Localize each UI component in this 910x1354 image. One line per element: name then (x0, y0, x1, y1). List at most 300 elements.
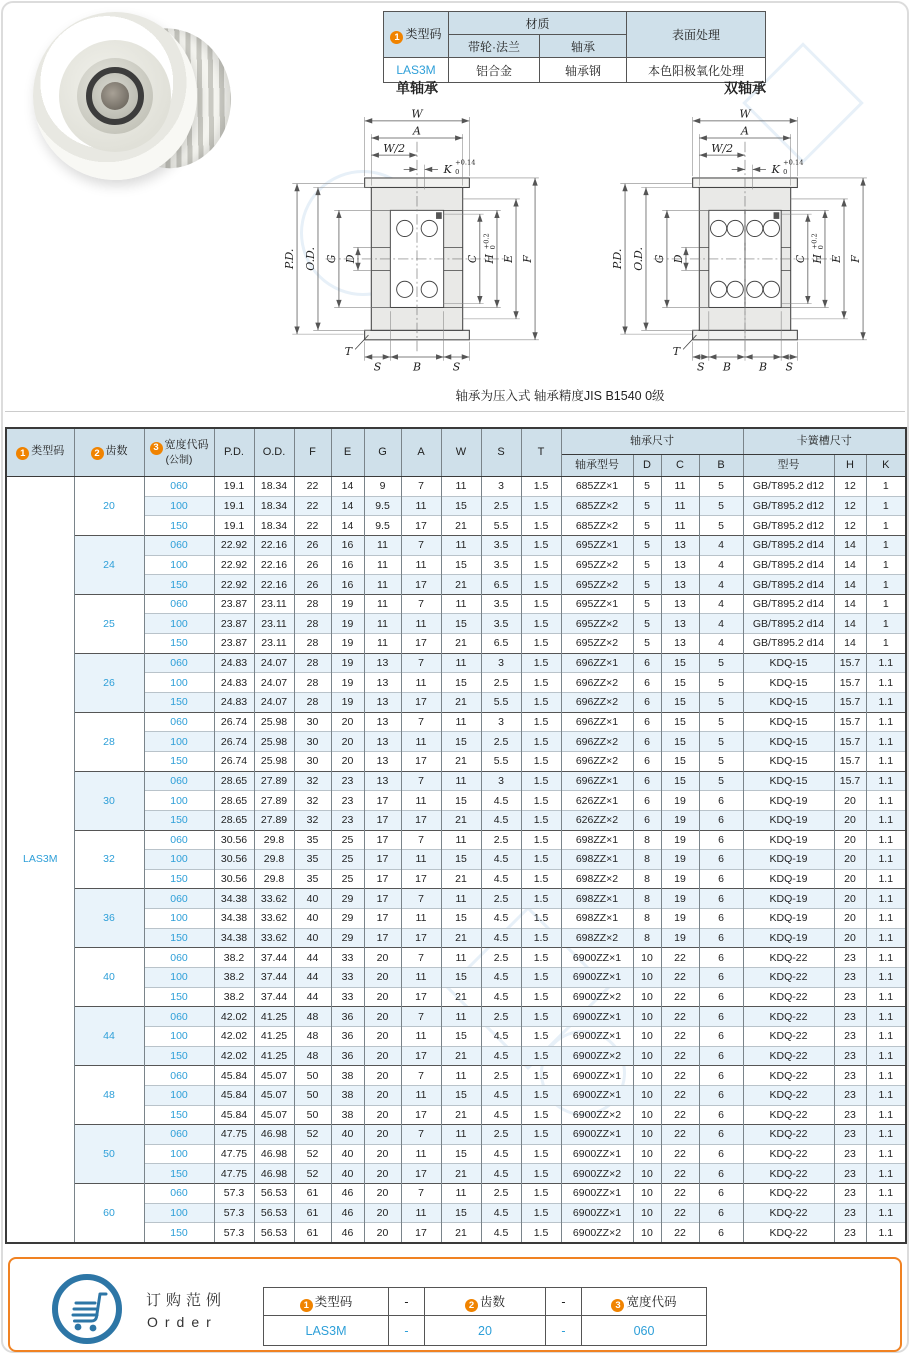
spec-cell: 25.98 (254, 732, 294, 752)
width-code-cell[interactable]: 060 (144, 830, 214, 850)
width-code-cell[interactable]: 100 (144, 1144, 214, 1164)
spec-cell: 44 (294, 987, 331, 1007)
spec-cell: KDQ-22 (743, 1203, 834, 1223)
spec-cell: 15 (441, 673, 481, 693)
spec-cell: 22 (661, 948, 699, 968)
order-dash: - (389, 1288, 425, 1316)
spec-cell: 5 (699, 712, 743, 732)
spec-cell: 2.5 (481, 1007, 521, 1027)
spec-cell: 20 (834, 830, 866, 850)
spec-cell: 4.5 (481, 968, 521, 988)
spec-cell: 6 (633, 712, 661, 732)
spec-cell: 5 (633, 555, 661, 575)
spec-cell: 22 (661, 987, 699, 1007)
spec-cell: 22 (661, 1125, 699, 1145)
col-w: W (441, 428, 481, 477)
spec-cell: 33.62 (254, 889, 294, 909)
svg-text:D: D (672, 254, 686, 264)
spec-cell: 21 (441, 575, 481, 595)
spec-cell: 1 (866, 594, 906, 614)
spec-cell: 13 (661, 614, 699, 634)
width-code-cell[interactable]: 150 (144, 987, 214, 1007)
spec-cell: 3 (481, 771, 521, 791)
spec-cell: 14 (331, 516, 364, 536)
spec-cell: 19 (331, 653, 364, 673)
order-dash: - (546, 1288, 582, 1316)
width-code-cell[interactable]: 060 (144, 1125, 214, 1145)
spec-cell: 41.25 (254, 1026, 294, 1046)
spec-cell: 22 (661, 1007, 699, 1027)
spec-cell: 47.75 (214, 1164, 254, 1184)
spec-cell: 1.1 (866, 948, 906, 968)
svg-text:D: D (344, 254, 358, 264)
spec-cell: 19 (331, 614, 364, 634)
spec-cell: 14 (331, 496, 364, 516)
spec-cell: 6900ZZ×2 (561, 1164, 633, 1184)
spec-cell: 23.11 (254, 614, 294, 634)
spec-cell: KDQ-22 (743, 1125, 834, 1145)
spec-cell: 11 (401, 1085, 441, 1105)
spec-cell: 46 (331, 1184, 364, 1204)
spec-cell: 2.5 (481, 1184, 521, 1204)
width-code-cell[interactable]: 100 (144, 968, 214, 988)
spec-cell: 1.1 (866, 712, 906, 732)
spec-cell: 19 (331, 594, 364, 614)
spec-cell: 10 (633, 1125, 661, 1145)
spec-cell: 1.5 (521, 909, 561, 929)
teeth-cell[interactable]: 40 (74, 948, 144, 1007)
width-code-cell[interactable]: 060 (144, 1066, 214, 1086)
width-code-cell[interactable]: 150 (144, 575, 214, 595)
double-bearing-diagram (578, 98, 910, 376)
width-code-cell[interactable]: 150 (144, 1164, 214, 1184)
spec-cell: 696ZZ×1 (561, 771, 633, 791)
spec-cell: 1.1 (866, 693, 906, 713)
spec-cell: 20 (364, 1164, 401, 1184)
col-bearing-b: B (699, 455, 743, 477)
ring-groove-group: 卡簧槽尺寸 (743, 428, 906, 455)
spec-cell: 11 (661, 496, 699, 516)
spec-cell: 10 (633, 1105, 661, 1125)
teeth-cell[interactable]: 28 (74, 712, 144, 771)
spec-cell: 15 (441, 850, 481, 870)
width-code-cell[interactable]: 100 (144, 732, 214, 752)
spec-cell: 698ZZ×1 (561, 830, 633, 850)
spec-cell: 6900ZZ×1 (561, 948, 633, 968)
spec-cell: 22 (661, 1026, 699, 1046)
spec-cell: 6 (633, 791, 661, 811)
badge-3: 3 (611, 1299, 624, 1312)
width-code-cell[interactable]: 100 (144, 555, 214, 575)
spec-cell: 20 (331, 732, 364, 752)
teeth-cell[interactable]: 32 (74, 830, 144, 889)
teeth-cell[interactable]: 20 (74, 477, 144, 536)
spec-cell: 626ZZ×2 (561, 810, 633, 830)
spec-cell: 35 (294, 850, 331, 870)
spec-cell: 1.5 (521, 535, 561, 555)
spec-cell: 698ZZ×1 (561, 909, 633, 929)
spec-cell: 37.44 (254, 987, 294, 1007)
width-code-cell[interactable]: 150 (144, 516, 214, 536)
spec-cell: 1.1 (866, 850, 906, 870)
spec-cell: 37.44 (254, 948, 294, 968)
svg-text:E: E (830, 254, 844, 263)
spec-cell: 20 (834, 850, 866, 870)
spec-cell: 8 (633, 889, 661, 909)
spec-cell: 4 (699, 614, 743, 634)
spec-cell: 47.75 (214, 1125, 254, 1145)
spec-cell: 696ZZ×1 (561, 712, 633, 732)
spec-cell: 1.1 (866, 771, 906, 791)
spec-cell: 626ZZ×1 (561, 791, 633, 811)
spec-cell: KDQ-22 (743, 948, 834, 968)
width-code-cell[interactable]: 150 (144, 1223, 214, 1243)
spec-cell: 6 (699, 1184, 743, 1204)
spec-cell: 15 (661, 653, 699, 673)
teeth-cell[interactable]: 25 (74, 594, 144, 653)
type-code-value: LAS3M (384, 58, 449, 83)
spec-cell: 18.34 (254, 516, 294, 536)
teeth-cell[interactable]: 60 (74, 1184, 144, 1243)
width-code-cell[interactable]: 060 (144, 594, 214, 614)
spec-cell: 5.5 (481, 751, 521, 771)
width-code-cell[interactable]: 100 (144, 673, 214, 693)
width-code-cell[interactable]: 100 (144, 614, 214, 634)
spec-cell: 17 (401, 1223, 441, 1243)
order-teeth-value: 20 (425, 1316, 546, 1346)
width-code-cell[interactable]: 100 (144, 909, 214, 929)
spec-cell: 5 (633, 614, 661, 634)
spec-cell: KDQ-22 (743, 1046, 834, 1066)
spec-cell: 15 (661, 693, 699, 713)
width-code-cell[interactable]: 060 (144, 948, 214, 968)
spec-cell: 3.5 (481, 535, 521, 555)
teeth-cell[interactable]: 36 (74, 889, 144, 948)
spec-cell: 4.5 (481, 810, 521, 830)
spec-cell: 1.5 (521, 928, 561, 948)
spec-cell: 17 (401, 634, 441, 654)
teeth-cell[interactable]: 24 (74, 535, 144, 594)
spec-cell: 22.92 (214, 555, 254, 575)
col-bearing-c: C (661, 455, 699, 477)
spec-cell: 28 (294, 594, 331, 614)
spec-cell: 17 (364, 889, 401, 909)
spec-cell: 44 (294, 948, 331, 968)
spec-cell: 1.5 (521, 830, 561, 850)
svg-text:C: C (794, 254, 808, 264)
spec-cell: 21 (441, 751, 481, 771)
spec-cell: 6900ZZ×1 (561, 1144, 633, 1164)
spec-cell: 2.5 (481, 496, 521, 516)
spec-cell: 23 (834, 1026, 866, 1046)
width-code-cell[interactable]: 100 (144, 1026, 214, 1046)
spec-cell: 1.5 (521, 987, 561, 1007)
width-code-cell[interactable]: 060 (144, 535, 214, 555)
width-code-cell[interactable]: 150 (144, 693, 214, 713)
spec-cell: KDQ-15 (743, 653, 834, 673)
material-pulley-header: 带轮·法兰 (449, 35, 540, 58)
badge-1: 1 (390, 31, 403, 44)
spec-cell: 1.5 (521, 594, 561, 614)
spec-cell: 28.65 (214, 771, 254, 791)
spec-cell: 22.16 (254, 575, 294, 595)
spec-cell: 698ZZ×1 (561, 889, 633, 909)
teeth-cell[interactable]: 48 (74, 1066, 144, 1125)
spec-cell: 13 (364, 732, 401, 752)
order-example-label-cn: 订购范例 (146, 1292, 227, 1309)
spec-cell: 61 (294, 1223, 331, 1243)
spec-cell: 10 (633, 1046, 661, 1066)
spec-cell: 20 (364, 1144, 401, 1164)
spec-cell: 4.5 (481, 1223, 521, 1243)
spec-cell: 10 (633, 1164, 661, 1184)
spec-cell: 11 (364, 594, 401, 614)
spec-cell: 26 (294, 555, 331, 575)
spec-cell: 14 (834, 614, 866, 634)
spec-cell: 11 (441, 889, 481, 909)
spec-cell: 17 (401, 1105, 441, 1125)
svg-text:S: S (452, 360, 461, 374)
spec-cell: 23 (834, 968, 866, 988)
spec-cell: 6 (633, 653, 661, 673)
spec-cell: 5 (633, 496, 661, 516)
width-code-cell[interactable]: 150 (144, 751, 214, 771)
spec-cell: 7 (401, 1125, 441, 1145)
spec-cell: 4.5 (481, 987, 521, 1007)
col-bearing-d: D (633, 455, 661, 477)
spec-cell: 20 (364, 1105, 401, 1125)
col-a: A (401, 428, 441, 477)
spec-cell: KDQ-22 (743, 1223, 834, 1243)
spec-cell: 15.7 (834, 673, 866, 693)
spec-cell: GB/T895.2 d12 (743, 496, 834, 516)
width-code-cell[interactable]: 150 (144, 810, 214, 830)
spec-cell: 17 (364, 810, 401, 830)
spec-cell: 11 (441, 771, 481, 791)
spec-cell: 1 (866, 634, 906, 654)
width-code-cell[interactable]: 150 (144, 928, 214, 948)
spec-cell: 4.5 (481, 1203, 521, 1223)
spec-cell: 38.2 (214, 987, 254, 1007)
spec-cell: 17 (401, 751, 441, 771)
svg-text:B: B (722, 360, 731, 374)
spec-cell: 1.1 (866, 810, 906, 830)
svg-text:E: E (502, 254, 516, 263)
spec-cell: 7 (401, 948, 441, 968)
spec-cell: 21 (441, 1046, 481, 1066)
spec-cell: 5 (633, 535, 661, 555)
spec-cell: 22 (661, 1223, 699, 1243)
spec-cell: 40 (331, 1144, 364, 1164)
spec-cell: 21 (441, 1105, 481, 1125)
spec-cell: 13 (661, 594, 699, 614)
spec-cell: 2.5 (481, 732, 521, 752)
spec-cell: 30.56 (214, 850, 254, 870)
spec-cell: 11 (401, 1144, 441, 1164)
width-code-cell[interactable]: 150 (144, 1046, 214, 1066)
spec-cell: 19 (661, 850, 699, 870)
spec-cell: 4 (699, 575, 743, 595)
svg-text:W: W (739, 107, 751, 121)
teeth-cell[interactable]: 44 (74, 1007, 144, 1066)
spec-cell: 28 (294, 634, 331, 654)
spec-cell: 23.11 (254, 594, 294, 614)
spec-cell: 6 (633, 771, 661, 791)
spec-cell: 6900ZZ×1 (561, 1026, 633, 1046)
spec-cell: 6.5 (481, 575, 521, 595)
teeth-cell[interactable]: 50 (74, 1125, 144, 1184)
spec-cell: 6 (699, 968, 743, 988)
teeth-cell[interactable]: 26 (74, 653, 144, 712)
spec-cell: 21 (441, 810, 481, 830)
spec-cell: 1.1 (866, 653, 906, 673)
width-code-cell[interactable]: 100 (144, 1085, 214, 1105)
spec-cell: 5 (699, 732, 743, 752)
teeth-cell[interactable]: 30 (74, 771, 144, 830)
spec-cell: 15 (441, 614, 481, 634)
spec-cell: 24.83 (214, 653, 254, 673)
spec-cell: 19 (661, 810, 699, 830)
width-code-cell[interactable]: 150 (144, 634, 214, 654)
spec-cell: 27.89 (254, 810, 294, 830)
spec-cell: 1.5 (521, 653, 561, 673)
spec-cell: 22.16 (254, 555, 294, 575)
spec-cell: 19 (331, 673, 364, 693)
spec-cell: 1.5 (521, 948, 561, 968)
spec-cell: 32 (294, 791, 331, 811)
spec-cell: 7 (401, 771, 441, 791)
spec-cell: 15 (661, 751, 699, 771)
spec-cell: 28 (294, 693, 331, 713)
spec-cell: 38.2 (214, 948, 254, 968)
spec-row (6, 771, 906, 791)
spec-cell: 24.83 (214, 693, 254, 713)
spec-cell: 48 (294, 1007, 331, 1027)
spec-cell: 45.84 (214, 1066, 254, 1086)
spec-cell: 21 (441, 1223, 481, 1243)
width-code-cell[interactable]: 060 (144, 1007, 214, 1027)
spec-cell: 22 (661, 968, 699, 988)
spec-cell: 6 (699, 1203, 743, 1223)
spec-cell: 22 (294, 496, 331, 516)
width-code-cell[interactable]: 100 (144, 1203, 214, 1223)
spec-cell: 11 (441, 1125, 481, 1145)
badge-3: 3 (150, 442, 163, 455)
spec-cell: 1 (866, 516, 906, 536)
svg-text:O.D.: O.D. (632, 247, 646, 271)
spec-cell: GB/T895.2 d14 (743, 634, 834, 654)
surface-value: 本色阳极氧化处理 (627, 58, 766, 83)
spec-cell: KDQ-15 (743, 751, 834, 771)
spec-cell: 22 (294, 516, 331, 536)
spec-cell: 23 (834, 1007, 866, 1027)
spec-cell: 23 (331, 771, 364, 791)
width-code-cell[interactable]: 100 (144, 850, 214, 870)
spec-cell: 1.1 (866, 1203, 906, 1223)
spec-cell: KDQ-15 (743, 712, 834, 732)
spec-cell: 38.2 (214, 968, 254, 988)
spec-cell: 22.92 (214, 535, 254, 555)
spec-row (6, 1007, 906, 1027)
spec-cell: 6 (699, 810, 743, 830)
col-ring-model: 型号 (743, 455, 834, 477)
spec-cell: 6 (699, 1164, 743, 1184)
spec-cell: 1.5 (521, 614, 561, 634)
spec-cell: 4.5 (481, 1105, 521, 1125)
spec-cell: 7 (401, 477, 441, 497)
spec-cell: 16 (331, 535, 364, 555)
spec-cell: 22 (661, 1144, 699, 1164)
width-code-cell[interactable]: 100 (144, 791, 214, 811)
spec-cell: 1.1 (866, 987, 906, 1007)
spec-cell: 1.5 (521, 555, 561, 575)
spec-cell: 15 (441, 555, 481, 575)
spec-cell: 11 (441, 477, 481, 497)
spec-cell: 44 (294, 968, 331, 988)
spec-cell: 15 (661, 771, 699, 791)
spec-cell: 6 (699, 1046, 743, 1066)
spec-cell: 38 (331, 1066, 364, 1086)
spec-cell: 13 (661, 555, 699, 575)
width-code-cell[interactable]: 150 (144, 869, 214, 889)
spec-cell: 32 (294, 771, 331, 791)
spec-cell: 2.5 (481, 830, 521, 850)
spec-cell: 19 (661, 791, 699, 811)
spec-cell: 1 (866, 575, 906, 595)
spec-cell: 23 (834, 1223, 866, 1243)
width-code-cell[interactable]: 150 (144, 1105, 214, 1125)
spec-cell: 17 (401, 1046, 441, 1066)
spec-cell: 4 (699, 594, 743, 614)
spec-cell: 1 (866, 535, 906, 555)
width-code-cell[interactable]: 060 (144, 653, 214, 673)
spec-cell: KDQ-19 (743, 928, 834, 948)
spec-cell: 6900ZZ×1 (561, 1184, 633, 1204)
spec-cell: 8 (633, 928, 661, 948)
spec-cell: 8 (633, 909, 661, 929)
spec-cell: 11 (401, 555, 441, 575)
spec-cell: KDQ-19 (743, 850, 834, 870)
spec-cell: 696ZZ×2 (561, 673, 633, 693)
spec-cell: 1.5 (521, 477, 561, 497)
width-code-cell[interactable]: 100 (144, 496, 214, 516)
width-code-cell[interactable]: 060 (144, 1184, 214, 1204)
spec-cell: 1.5 (521, 771, 561, 791)
width-code-cell[interactable]: 060 (144, 771, 214, 791)
spec-cell: KDQ-22 (743, 1026, 834, 1046)
spec-cell: 11 (401, 732, 441, 752)
spec-cell: 6 (699, 1223, 743, 1243)
spec-cell: 4 (699, 555, 743, 575)
badge-1: 1 (300, 1299, 313, 1312)
spec-cell: 16 (331, 575, 364, 595)
spec-cell: KDQ-22 (743, 1066, 834, 1086)
spec-cell: 1 (866, 496, 906, 516)
col-s: S (481, 428, 521, 477)
spec-cell: 6 (633, 673, 661, 693)
spec-cell: 17 (364, 830, 401, 850)
section-divider (5, 411, 905, 412)
width-code-cell[interactable]: 060 (144, 889, 214, 909)
material-bearing-value: 轴承钢 (540, 58, 627, 83)
spec-cell: 1.1 (866, 751, 906, 771)
spec-cell: 7 (401, 1184, 441, 1204)
width-code-cell[interactable]: 060 (144, 477, 214, 497)
order-width-header: 3 宽度代码 (582, 1288, 707, 1316)
spec-cell: 19 (331, 693, 364, 713)
spec-cell: 685ZZ×2 (561, 496, 633, 516)
width-code-cell[interactable]: 060 (144, 712, 214, 732)
